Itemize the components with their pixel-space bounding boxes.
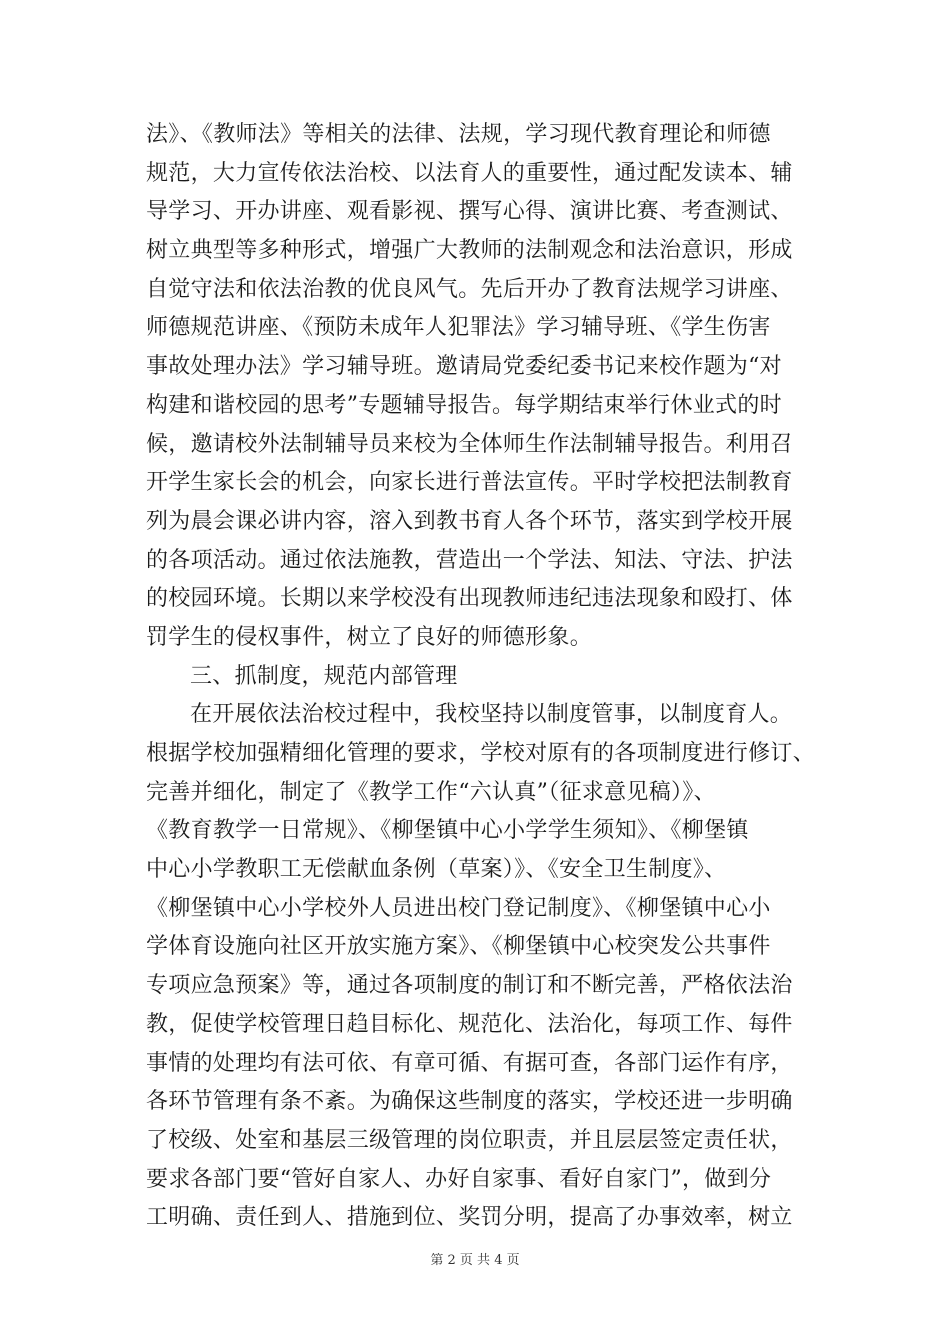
text-line: 自觉守法和依法治教的优良风气。先后开办了教育法规学习讲座、	[146, 276, 793, 302]
text-line: 列为晨会课必讲内容，溶入到教书育人各个环节，落实到学校开展	[146, 508, 793, 534]
text-line: 候，邀请校外法制辅导员来校为全体师生作法制辅导报告。利用召	[146, 431, 793, 457]
text-line: 法》、《教师法》等相关的法律、法规，学习现代教育理论和师德	[146, 122, 771, 147]
text-line: 师德规范讲座、《预防未成年人犯罪法》学习辅导班、《学生伤害	[146, 315, 771, 341]
text-line: 的校园环境。长期以来学校没有出现教师违纪违法现象和殴打、体	[146, 586, 793, 612]
text-line: 工明确、责任到人、措施到位、奖罚分明，提高了办事效率，树立	[146, 1205, 793, 1231]
text-line: 树立典型等多种形式，增强广大教师的法制观念和法治意识，形成	[146, 238, 793, 264]
page-number-footer: 第 2 页 共 4 页	[430, 1253, 520, 1268]
text-line: 中心小学教职工无偿献血条例（草案）》、《安全卫生制度》、	[146, 857, 727, 883]
paragraph-first-line: 在开展依法治校过程中，我校坚持以制度管事，以制度育人。	[190, 702, 793, 728]
text-line: 事情的处理均有法可依、有章可循、有据可查，各部门运作有序，	[146, 1050, 793, 1076]
text-line: 《教育教学一日常规》、《柳堡镇中心小学学生须知》、《柳堡镇	[146, 818, 749, 844]
text-line: 要求各部门要“管好自家人、办好自家事、看好自家门”，做到分	[146, 1166, 772, 1192]
text-line: 罚学生的侵权事件，树立了良好的师德形象。	[146, 624, 593, 650]
text-line: 完善并细化，制定了《教学工作“六认真”（征求意见稿）》、	[146, 779, 716, 805]
text-line: 根据学校加强精细化管理的要求，学校对原有的各项制度进行修订、	[146, 741, 816, 766]
text-line: 专项应急预案》等，通过各项制度的制订和不断完善，严格依法治	[146, 973, 793, 999]
text-line: 教，促使学校管理日趋目标化、规范化、法治化，每项工作、每件	[146, 1011, 793, 1037]
section-heading: 三、抓制度，规范内部管理	[190, 663, 458, 689]
text-line: 各环节管理有条不紊。为确保这些制度的落实，学校还进一步明确	[146, 1089, 793, 1115]
text-line: 构建和谐校园的思考”专题辅导报告。每学期结束举行休业式的时	[146, 392, 782, 418]
text-line: 学体育设施向社区开放实施方案》、《柳堡镇中心校突发公共事件	[146, 934, 771, 960]
text-line: 《柳堡镇中心小学校外人员进出校门登记制度》、《柳堡镇中心小	[146, 895, 771, 921]
text-line: 开学生家长会的机会，向家长进行普法宣传。平时学校把法制教育	[146, 470, 793, 496]
text-line: 了校级、处室和基层三级管理的岗位职责，并且层层签定责任状，	[146, 1127, 793, 1153]
body-text	[146, 116, 836, 1238]
text-line: 规范，大力宣传依法治校、以法育人的重要性，通过配发读本、辅	[146, 160, 793, 186]
text-line: 导学习、开办讲座、观看影视、撰写心得、演讲比赛、考查测试、	[146, 199, 793, 225]
text-line: 事故处理办法》学习辅导班。邀请局党委纪委书记来校作题为“对	[146, 354, 782, 380]
text-line: 的各项活动。通过依法施教，营造出一个学法、知法、守法、护法	[146, 547, 793, 573]
